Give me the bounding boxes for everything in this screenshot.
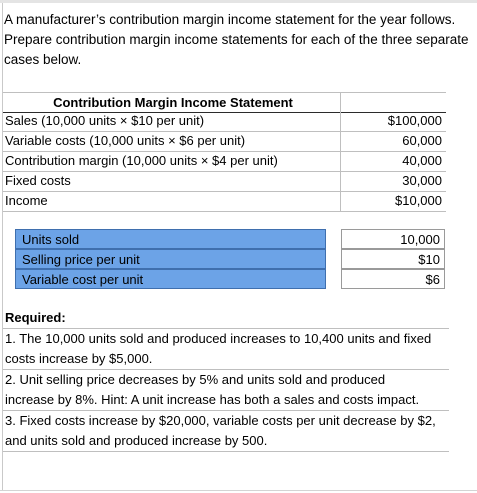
required-heading-row (3, 308, 449, 329)
input-label-cell[interactable] (15, 249, 326, 269)
requirement-2 (3, 370, 449, 411)
top-border (0, 0, 477, 3)
requirement-line: 2. Unit selling price decreases by 5% and units sold and produced (5, 372, 386, 387)
input-value-cell[interactable] (341, 229, 445, 249)
input-value: $6 (425, 272, 440, 287)
intro-line: Prepare contribution margin income statements for each of the three separate (4, 32, 469, 47)
row-label: Sales (10,000 units × $10 per unit) (5, 113, 205, 128)
required-heading: Required: (5, 310, 66, 325)
input-value-cell[interactable] (341, 249, 445, 269)
requirement-line: and units sold and produced increase by 500. (5, 433, 268, 448)
intro-text (4, 10, 474, 70)
row-amount: 30,000 (402, 173, 442, 188)
row-label: Contribution margin (10,000 units × $4 per unit) (5, 153, 278, 168)
statement-title: Contribution Margin Income Statement (53, 95, 293, 110)
input-label: Variable cost per unit (22, 272, 144, 287)
input-label: Units sold (22, 232, 80, 247)
bottom-border (0, 490, 477, 491)
row-amount: $10,000 (395, 193, 442, 208)
row-amount: $100,000 (387, 113, 442, 128)
table-row[interactable] (3, 111, 446, 132)
row-amount: 40,000 (402, 153, 442, 168)
table-row[interactable] (3, 191, 446, 212)
input-label-cell[interactable] (15, 269, 326, 289)
input-value-cell[interactable] (341, 269, 445, 289)
table-row[interactable] (3, 151, 446, 172)
row-label: Income (5, 193, 48, 208)
input-label-cell[interactable] (15, 229, 326, 249)
input-value: 10,000 (400, 232, 440, 247)
row-amount: 60,000 (402, 133, 442, 148)
input-label: Selling price per unit (22, 252, 140, 267)
intro-line: A manufacturer’s contribution margin income statement for the year follows. (4, 12, 456, 27)
requirement-line: increase by 8%. Hint: A unit increase has both a sales and costs impact. (5, 392, 420, 407)
requirement-line: 1. The 10,000 units sold and produced increases to 10,400 units and fixed (5, 331, 432, 346)
intro-line: cases below. (4, 52, 82, 67)
statement-header (3, 92, 446, 113)
requirement-line: 3. Fixed costs increase by $20,000, variable costs per unit decrease by $2, (5, 413, 436, 428)
table-row[interactable] (3, 171, 446, 192)
requirement-line: costs increase by $5,000. (5, 351, 153, 366)
row-label: Fixed costs (5, 173, 71, 188)
requirement-3 (3, 411, 449, 452)
row-label: Variable costs (10,000 units × $6 per unit) (5, 133, 246, 148)
requirement-1 (3, 329, 449, 370)
table-row[interactable] (3, 131, 446, 152)
input-value: $10 (418, 252, 440, 267)
